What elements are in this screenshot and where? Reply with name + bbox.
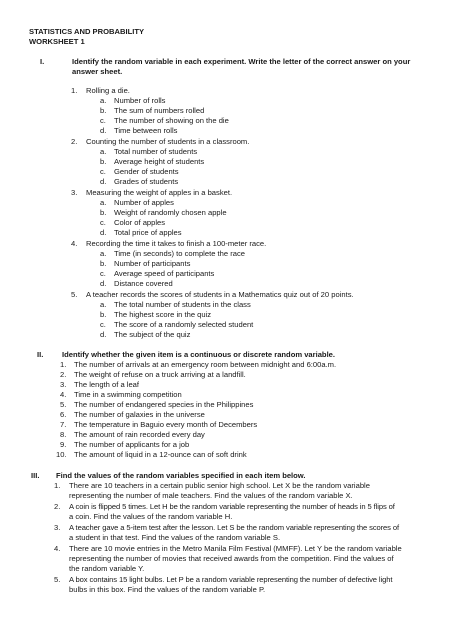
item-text: The length of a leaf [74,380,140,389]
item-number: 3. [60,380,67,389]
problem-text: There are 10 teachers in a certain public senior high school. Let X be the random variable [69,481,370,490]
problem-number: 2. [54,502,61,511]
choice-letter: c. [100,269,106,278]
choice-letter: d. [100,126,107,135]
section-2-instruction: Identify whether the given item is a continuous or discrete random variable. [62,350,336,359]
choice-letter: c. [100,320,106,329]
section-1-instruction: Identify the random variable in each experiment. Write the letter of the correct answer on your [72,57,411,66]
choice-letter: c. [100,116,106,125]
choice-letter: d. [100,279,107,288]
item-number: 2. [60,370,67,379]
section-2-numeral: II. [37,350,44,359]
section-1-instruction: answer sheet. [72,67,123,76]
item-number: 6. [60,410,67,419]
problem-text: bulbs in this box. Find the values of the random variable P. [69,585,266,594]
choice-text: Grades of students [114,177,179,186]
choice-text: Weight of randomly chosen apple [114,208,227,217]
choice-text: Total price of apples [114,228,182,237]
question-text: Recording the time it takes to finish a 100-meter race. [86,239,267,248]
item-text: The amount of liquid in a 12-ounce can of soft drink [74,450,247,459]
item-number: 10. [56,450,67,459]
question-text: Counting the number of students in a classroom. [86,137,250,146]
choice-letter: a. [100,300,107,309]
problem-text: There are 10 movie entries in the Metro Manila Film Festival (MMFF). Let Y be the random variable [69,544,402,553]
choice-letter: a. [100,147,107,156]
question-number: 1. [71,86,78,95]
choice-letter: a. [100,96,107,105]
choice-letter: b. [100,106,107,115]
choice-letter: a. [100,198,107,207]
choice-text: Average speed of participants [114,269,215,278]
choice-text: Number of apples [114,198,174,207]
item-number: 1. [60,360,67,369]
item-text: The temperature in Baguio every month of Decembers [74,420,258,429]
choice-text: The highest score in the quiz [114,310,212,319]
section-1-numeral: I. [40,57,45,66]
choice-text: Time between rolls [114,126,178,135]
item-number: 7. [60,420,67,429]
item-number: 8. [60,430,67,439]
choice-text: Number of participants [114,259,191,268]
choice-text: The score of a randomly selected student [114,320,254,329]
choice-text: Distance covered [114,279,173,288]
problem-text: a coin. Find the values of the random variable H. [69,512,233,521]
choice-letter: c. [100,218,106,227]
choice-letter: d. [100,228,107,237]
problem-text: A coin is flipped 5 times. Let H be the random variable representing the number of heads in 5 flips of [69,502,395,511]
section-3-instruction: Find the values of the random variables specified in each item below. [56,471,306,480]
choice-letter: b. [100,157,107,166]
item-number: 4. [60,390,67,399]
item-text: The number of applicants for a job [74,440,190,449]
problem-number: 1. [54,481,61,490]
item-text: The number of arrivals at an emergency room between midnight and 6:00a.m. [74,360,337,369]
question-text: Rolling a die. [86,86,130,95]
choice-text: The number of showing on the die [114,116,229,125]
question-number: 3. [71,188,78,197]
choice-text: Color of apples [114,218,166,227]
item-number: 9. [60,440,67,449]
choice-text: Gender of students [114,167,179,176]
problem-text: representing the number of male teachers. Find the values of the random variable X. [69,491,353,500]
choice-text: The subject of the quiz [114,330,191,339]
problem-number: 4. [54,544,61,553]
item-text: The number of galaxies in the universe [74,410,205,419]
worksheet-subtitle: WORKSHEET 1 [29,37,85,46]
choice-letter: d. [100,177,107,186]
choice-letter: c. [100,167,106,176]
section-3-numeral: III. [31,471,40,480]
item-text: The amount of rain recorded every day [74,430,205,439]
item-text: The number of endangered species in the Philippines [74,400,254,409]
choice-letter: a. [100,249,107,258]
problem-text: the random variable Y. [69,564,145,573]
item-text: Time in a swimming competition [74,390,182,399]
question-number: 5. [71,290,78,299]
problem-text: a student in that test. Find the values of the random variable S. [69,533,281,542]
choice-letter: b. [100,208,107,217]
problem-number: 5. [54,575,61,584]
question-number: 2. [71,137,78,146]
choice-text: Total number of students [114,147,198,156]
item-number: 5. [60,400,67,409]
choice-letter: d. [100,330,107,339]
question-number: 4. [71,239,78,248]
question-text: A teacher records the scores of students in a Mathematics quiz out of 20 points. [86,290,354,299]
problem-text: A box contains 15 light bulbs. Let P be a random variable representing the number of defective light [69,575,393,584]
choice-text: The sum of numbers rolled [114,106,205,115]
problem-text: representing the number of movies that received awards from the competition. Find the values of [69,554,394,563]
question-text: Measuring the weight of apples in a basket. [86,188,233,197]
worksheet-title: STATISTICS AND PROBABILITY [29,27,145,36]
choice-text: The total number of students in the class [114,300,251,309]
problem-number: 3. [54,523,61,532]
item-text: The weight of refuse on a truck arriving at a landfill. [74,370,246,379]
choice-text: Average height of students [114,157,205,166]
choice-letter: b. [100,310,107,319]
problem-text: A teacher gave a 5-item test after the lesson. Let S be the random variable representing the scores of [69,523,400,532]
choice-letter: b. [100,259,107,268]
choice-text: Time (in seconds) to complete the race [114,249,245,258]
choice-text: Number of rolls [114,96,166,105]
